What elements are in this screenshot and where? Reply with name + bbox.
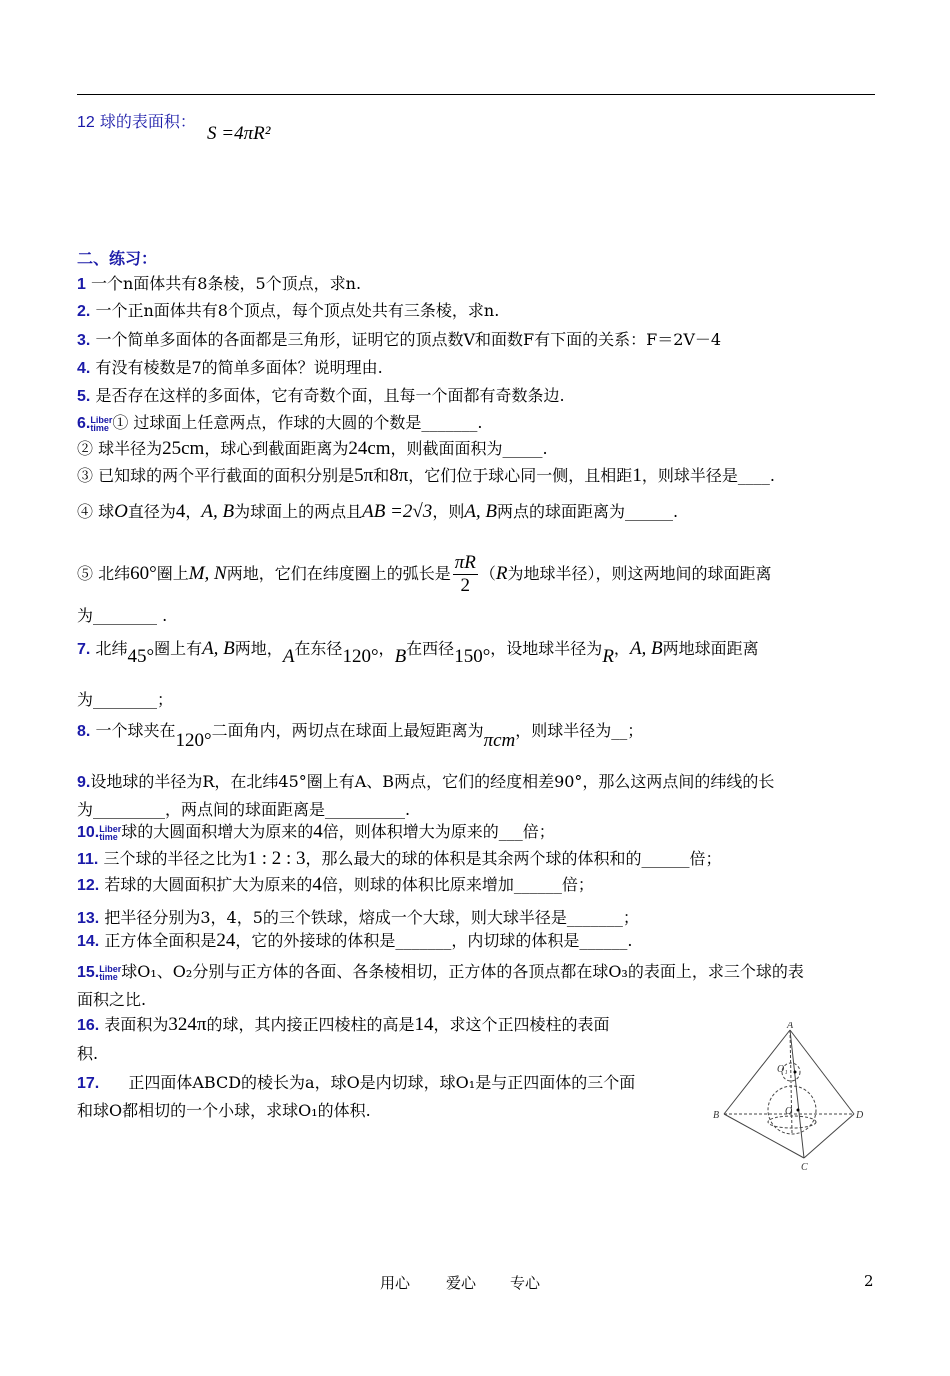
question-number: 1 bbox=[77, 276, 86, 293]
math-value: 4 bbox=[312, 874, 322, 895]
question-6-part-4 bbox=[77, 499, 678, 525]
footer-right: 专心 bbox=[510, 1274, 541, 1292]
question-number: 16. bbox=[77, 1017, 100, 1034]
item-text: 球的表面积： bbox=[99, 112, 196, 131]
fraction-numerator: πR bbox=[454, 552, 476, 573]
question-17-cont: 和球O都相切的一个小球，求球O₁的体积. bbox=[77, 1101, 371, 1120]
text: ③ 已知球的两个平行截面的面积分别是 bbox=[77, 466, 355, 485]
math-value: 1 bbox=[632, 465, 642, 486]
question-3 bbox=[77, 330, 721, 351]
question-number: 5. bbox=[77, 388, 91, 405]
math-value: A bbox=[282, 646, 295, 667]
question-6-part-2 bbox=[77, 439, 548, 459]
math-value: 4 bbox=[313, 821, 323, 842]
question-text: 一个简单多面体的各面都是三角形，证明它的顶点数V和面数F有下面的关系：F＝2V－4 bbox=[95, 330, 722, 349]
label-O1: O₁ bbox=[777, 1064, 788, 1075]
question-number: 12. bbox=[77, 877, 100, 894]
math-value: 45° bbox=[127, 646, 155, 667]
fraction bbox=[453, 552, 478, 597]
question-number: 9. bbox=[77, 774, 91, 791]
text: ， bbox=[185, 502, 202, 521]
footer-left: 用心 bbox=[380, 1274, 411, 1292]
text: 和 bbox=[373, 466, 390, 485]
text: ，球心到截面距离为 bbox=[204, 439, 349, 458]
question-2 bbox=[77, 301, 499, 322]
question-number: 13. bbox=[77, 910, 100, 927]
question-number: 4. bbox=[77, 360, 91, 377]
text: ，那么最大的球的体积是其余两个球的体积和的______倍； bbox=[305, 849, 722, 868]
text: ② 球半径为 bbox=[77, 439, 163, 458]
question-number: 7. bbox=[77, 641, 91, 658]
math-value: A, B bbox=[202, 638, 235, 659]
footer-middle: 爱心 bbox=[446, 1274, 477, 1292]
text: 北纬 bbox=[95, 639, 128, 658]
liber-time-badge: Liber time bbox=[99, 823, 122, 842]
text: 的球，其内接正四棱柱的高是 bbox=[206, 1015, 415, 1034]
question-number: 6. bbox=[77, 415, 91, 432]
text: ，则 bbox=[432, 502, 465, 521]
text: 设地球的半径为R，在北纬45°圈上有A、B两点，它们的经度相差90°，那么这两点间的纬线的长 bbox=[90, 772, 775, 791]
center-dot-small bbox=[794, 1071, 797, 1074]
text: ， bbox=[613, 639, 630, 658]
center-dot bbox=[797, 1109, 800, 1112]
label-B: B bbox=[713, 1110, 720, 1121]
question-number: 2. bbox=[77, 303, 91, 320]
text: 在西径 bbox=[406, 639, 455, 658]
question-7-cont: 为________； bbox=[77, 690, 174, 709]
text: ，求这个正四棱柱的表面 bbox=[433, 1015, 610, 1034]
question-6-part-1 bbox=[77, 413, 483, 434]
label-O: O bbox=[785, 1106, 793, 1117]
question-10 bbox=[77, 822, 555, 843]
text: 直径为 bbox=[127, 502, 176, 521]
math-value: R bbox=[602, 646, 614, 667]
question-9 bbox=[77, 772, 774, 793]
page-number: 2 bbox=[864, 1272, 874, 1290]
text: 在东径 bbox=[294, 639, 343, 658]
text: ，则球半径为__； bbox=[515, 721, 644, 740]
math-value: πcm bbox=[483, 730, 516, 751]
math-value: 60° bbox=[130, 563, 157, 584]
question-text: 一个正n面体共有8个顶点，每个顶点处共有三条棱，求n. bbox=[95, 301, 500, 320]
math-value: 25cm bbox=[162, 438, 205, 459]
liber-time-badge: Liber time bbox=[99, 963, 122, 982]
math-value: A, B bbox=[201, 501, 235, 522]
question-number: 8. bbox=[77, 723, 91, 740]
liber-time-badge: Liber time bbox=[90, 414, 113, 433]
fraction-denominator: 2 bbox=[460, 575, 471, 596]
question-number: 10. bbox=[77, 824, 100, 841]
label-A: A bbox=[787, 1022, 794, 1031]
math-value: O bbox=[114, 501, 128, 522]
text: 球的大圆面积增大为原来的 bbox=[121, 822, 314, 841]
question-11 bbox=[77, 849, 722, 870]
math-value: 120° bbox=[342, 646, 379, 667]
text: 两地，它们在纬度圈上的弧长是 bbox=[226, 564, 451, 583]
math-value: B bbox=[394, 646, 407, 667]
math-value: A, B bbox=[629, 638, 663, 659]
text: 正方体全面积是 bbox=[104, 931, 217, 950]
math-value: 24 bbox=[216, 930, 236, 951]
label-D: D bbox=[856, 1110, 864, 1121]
math-value: 120° bbox=[175, 730, 212, 751]
math-value: AB =2√3 bbox=[362, 501, 433, 522]
question-6-part-5-cont: 为________ . bbox=[77, 606, 168, 625]
question-1 bbox=[77, 274, 361, 295]
text: （ bbox=[479, 564, 496, 583]
text: ，它们位于球心同一侧，且相距 bbox=[408, 466, 633, 485]
question-number: 15. bbox=[77, 964, 100, 981]
header-rule bbox=[77, 94, 875, 95]
math-value: 4 bbox=[175, 501, 186, 522]
question-16 bbox=[77, 1015, 609, 1036]
question-12 bbox=[77, 875, 594, 896]
text: 两地球面距离 bbox=[662, 639, 759, 658]
math-value: 324π bbox=[168, 1014, 207, 1035]
question-number: 3. bbox=[77, 332, 91, 349]
math-value: 1 : 2 : 3 bbox=[247, 848, 306, 869]
text: 若球的大圆面积扩大为原来的 bbox=[104, 875, 313, 894]
question-9-cont: 为_________，两点间的球面距离是__________. bbox=[77, 800, 411, 819]
text: 倍，则球的体积比原来增加______倍； bbox=[321, 875, 594, 894]
text: 一个球夹在 bbox=[95, 721, 176, 740]
question-number: 11. bbox=[77, 851, 99, 868]
tetrahedron-figure bbox=[712, 1022, 867, 1172]
question-text: 有没有棱数是7的简单多面体？说明理由. bbox=[95, 358, 383, 377]
question-number: 17. bbox=[77, 1075, 100, 1092]
question-13 bbox=[77, 908, 639, 929]
text: ， bbox=[378, 639, 395, 658]
math-value: R bbox=[495, 563, 508, 584]
question-8 bbox=[77, 716, 644, 751]
question-text: ① 过球面上任意两点，作球的大圆的个数是_______. bbox=[112, 413, 483, 432]
math-value: A, B bbox=[464, 501, 498, 522]
math-value: M, N bbox=[188, 563, 227, 584]
text: ，则截面面积为_____. bbox=[390, 439, 548, 458]
item-number: 12 bbox=[77, 114, 95, 131]
question-text: 一个n面体共有8条棱，5个顶点，求n. bbox=[91, 274, 362, 293]
edge-AC bbox=[790, 1030, 804, 1158]
question-text: 把半径分别为3，4，5的三个铁球，熔成一个大球，则大球半径是_______； bbox=[104, 908, 639, 927]
text: ，则球半径是____. bbox=[641, 466, 775, 485]
math-value: 8π bbox=[389, 465, 409, 486]
edge-DC bbox=[804, 1114, 854, 1158]
sphere-area-formula: S =4πR² bbox=[207, 123, 271, 144]
math-value: 24cm bbox=[348, 438, 391, 459]
label-C: C bbox=[801, 1162, 808, 1172]
question-7 bbox=[77, 634, 759, 665]
text: 为球面上的两点且 bbox=[234, 502, 363, 521]
question-6-part-5 bbox=[77, 552, 772, 597]
section-title: 二、练习： bbox=[77, 249, 158, 268]
question-number: 14. bbox=[77, 933, 100, 950]
text: ⑤ 北纬 bbox=[77, 564, 131, 583]
text: 两地， bbox=[234, 639, 283, 658]
text: ④ 球 bbox=[77, 502, 115, 521]
text: ，设地球半径为 bbox=[490, 639, 603, 658]
question-15 bbox=[77, 962, 804, 983]
question-5 bbox=[77, 386, 565, 407]
text: 倍，则体积增大为原来的___倍； bbox=[322, 822, 555, 841]
text: 两点的球面距离为______. bbox=[497, 502, 679, 521]
question-6-part-3 bbox=[77, 466, 775, 486]
question-4 bbox=[77, 358, 383, 379]
text: 正四面体ABCD的棱长为a，球O是内切球，球O₁是与正四面体的三个面 bbox=[128, 1073, 636, 1092]
text: 二面角内，两切点在球面上最短距离为 bbox=[211, 721, 484, 740]
text: 球O₁、O₂分别与正方体的各面、各条棱相切，正方体的各顶点都在球O₃的表面上，求三个球的表 bbox=[121, 962, 804, 981]
math-value: 150° bbox=[454, 646, 491, 667]
question-16-cont: 积. bbox=[77, 1044, 99, 1063]
text: 表面积为 bbox=[104, 1015, 169, 1034]
math-value: 5π bbox=[354, 465, 374, 486]
text: ，它的外接球的体积是_______，内切球的体积是______. bbox=[235, 931, 633, 950]
math-value: 14 bbox=[414, 1014, 434, 1035]
item-12 bbox=[77, 112, 271, 144]
question-14 bbox=[77, 931, 632, 952]
question-text: 是否存在这样的多面体，它有奇数个面，且每一个面都有奇数条边. bbox=[95, 386, 565, 405]
text: 三个球的半径之比为 bbox=[103, 849, 248, 868]
question-15-cont: 面积之比. bbox=[77, 990, 147, 1009]
text: 圈上有 bbox=[154, 639, 203, 658]
text: 为地球半径），则这两地间的球面距离 bbox=[507, 564, 772, 583]
text: 圈上 bbox=[156, 564, 189, 583]
question-17 bbox=[77, 1073, 635, 1094]
